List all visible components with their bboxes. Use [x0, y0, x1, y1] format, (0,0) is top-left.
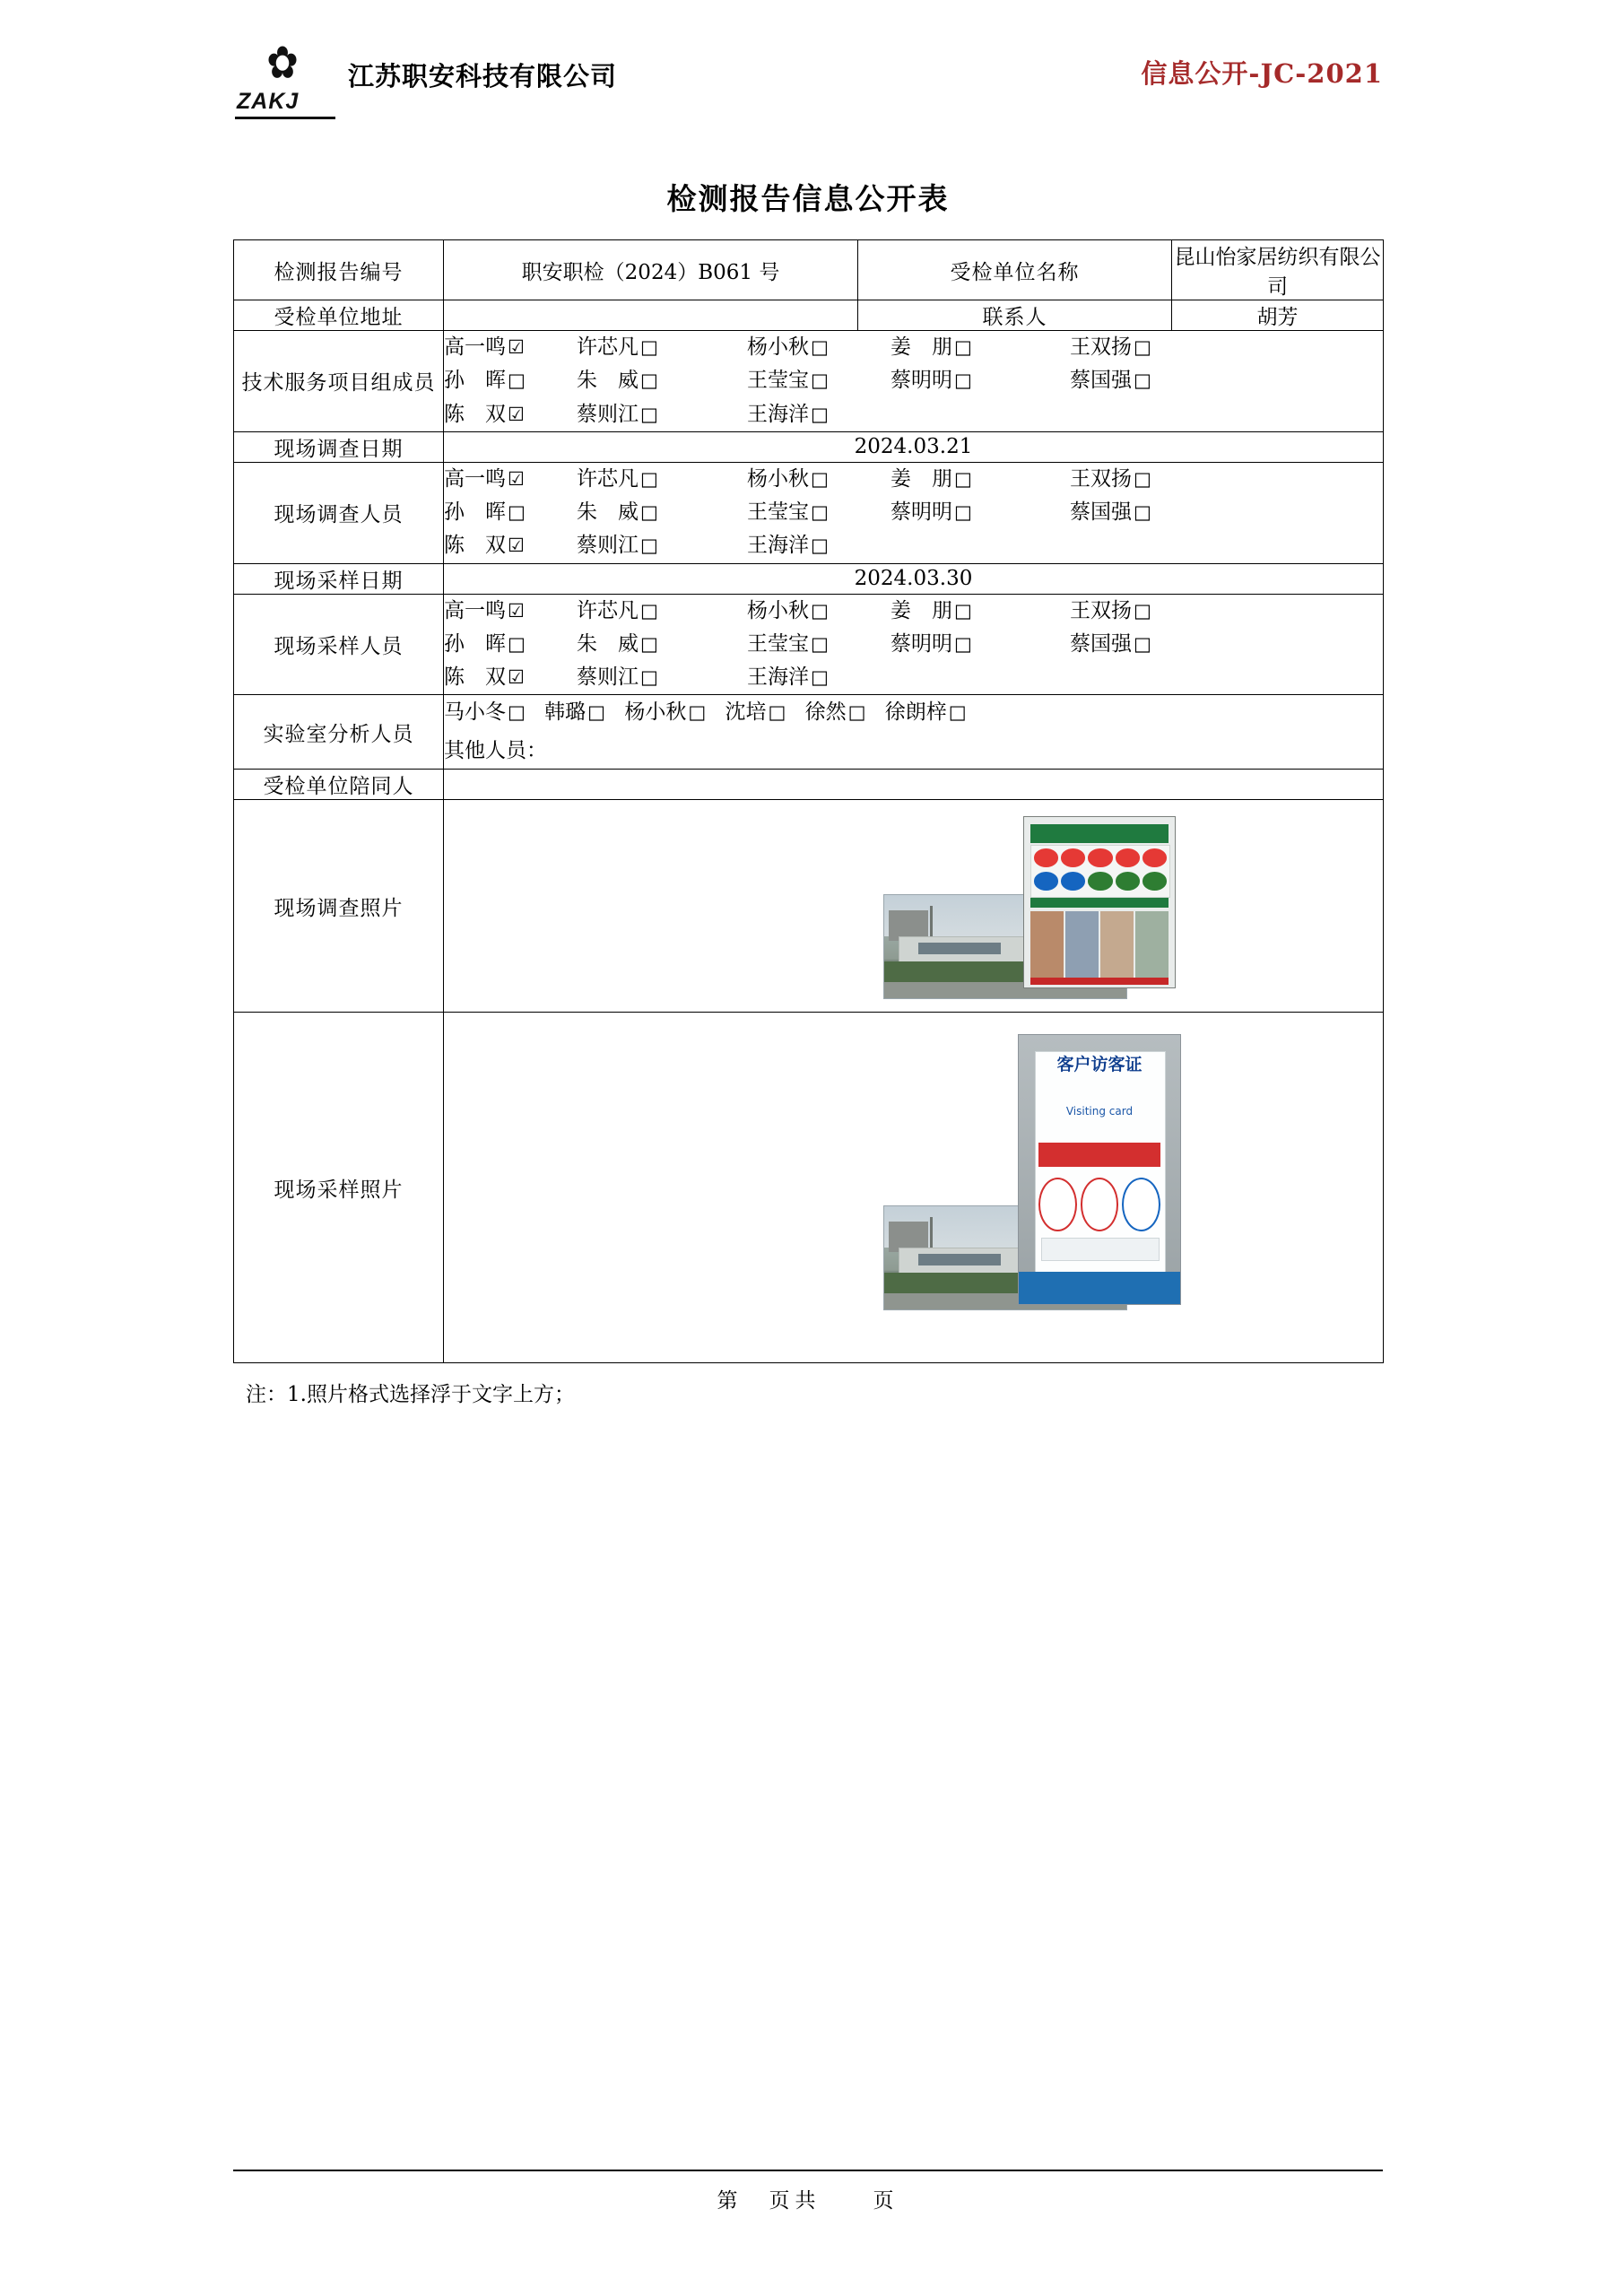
staff-item[interactable]: 蔡明明□ [891, 369, 972, 393]
checkbox-unchecked: □ [1134, 632, 1151, 655]
staff-item[interactable]: 沈培□ [725, 700, 786, 725]
checkbox-unchecked: □ [640, 501, 658, 523]
checkbox-unchecked: □ [811, 535, 829, 557]
staff-item[interactable]: 姜 朋□ [891, 598, 972, 622]
table-row [234, 563, 1384, 594]
lab-staff-row [444, 695, 1383, 730]
checkbox-unchecked: □ [688, 701, 707, 724]
staff-row [444, 463, 1383, 496]
staff-item[interactable]: 王海洋□ [747, 402, 829, 426]
tech-team-label: 技术服务项目组成员 [234, 331, 444, 432]
survey-staff-label: 现场调查人员 [234, 462, 444, 563]
company-logo [233, 39, 339, 117]
staff-row [444, 364, 1383, 397]
staff-item[interactable]: 陈 双☑ [444, 402, 525, 426]
table-note: 注：1.照片格式选择浮于文字上方； [246, 1383, 575, 1407]
staff-item[interactable]: 孙 晖□ [444, 500, 526, 524]
staff-row [444, 496, 1383, 529]
checkbox-unchecked: □ [811, 403, 829, 425]
staff-item[interactable]: 蔡则江□ [577, 402, 658, 426]
tech-team-members [444, 331, 1384, 432]
table-row [234, 462, 1384, 563]
table-row [234, 300, 1384, 331]
staff-item[interactable]: 孙 晖□ [444, 631, 526, 656]
table-row [234, 1013, 1384, 1363]
page-header [233, 0, 1383, 145]
contact-label: 联系人 [858, 300, 1172, 331]
table-row [234, 770, 1384, 800]
site-sampling-photo [444, 1013, 1383, 1362]
checkbox-checked: ☑ [508, 535, 525, 557]
staff-row [444, 529, 1383, 562]
staff-item[interactable]: 孙 晖□ [444, 369, 526, 393]
staff-item[interactable]: 王双扬□ [1070, 335, 1151, 359]
staff-item[interactable]: 高一鸣☑ [444, 335, 525, 359]
table-row [234, 695, 1384, 770]
staff-item[interactable]: 许芯凡□ [577, 598, 658, 622]
staff-item[interactable]: 王海洋□ [747, 665, 829, 689]
checkbox-unchecked: □ [1134, 599, 1151, 622]
checkbox-unchecked: □ [811, 632, 829, 655]
checkbox-unchecked: □ [640, 632, 658, 655]
report-no-label: 检测报告编号 [234, 240, 444, 300]
checkbox-unchecked: □ [768, 701, 786, 724]
staff-item[interactable]: 杨小秋□ [747, 598, 829, 622]
staff-item[interactable]: 蔡则江□ [577, 665, 658, 689]
checkbox-unchecked: □ [508, 370, 526, 392]
page-number: 第 页共 页 [717, 2189, 899, 2213]
visitor-card-image [1018, 1034, 1181, 1305]
staff-item[interactable]: 杨小秋□ [747, 466, 829, 491]
site-survey-photo [444, 800, 1383, 1012]
sampling-date-label: 现场采样日期 [234, 563, 444, 594]
staff-item[interactable]: 徐朗梓□ [884, 700, 967, 725]
staff-item[interactable]: 朱 威□ [577, 500, 658, 524]
staff-item[interactable]: 王双扬□ [1070, 466, 1151, 491]
staff-item[interactable]: 杨小秋□ [624, 700, 707, 725]
checkbox-unchecked: □ [811, 501, 829, 523]
checkbox-unchecked: □ [954, 632, 972, 655]
checkbox-unchecked: □ [954, 501, 972, 523]
staff-item[interactable]: 姜 朋□ [891, 466, 972, 491]
report-no-value: 职安职检（2024）B061 号 [444, 240, 858, 300]
staff-item[interactable]: 陈 双☑ [444, 534, 525, 558]
checkbox-unchecked: □ [1134, 467, 1151, 490]
checkbox-unchecked: □ [948, 701, 967, 724]
checkbox-checked: ☑ [508, 467, 525, 490]
table-row [234, 594, 1384, 695]
client-label: 受检单位名称 [858, 240, 1172, 300]
lab-staff-label: 实验室分析人员 [234, 695, 444, 770]
staff-item[interactable]: 姜 朋□ [891, 335, 972, 359]
staff-item[interactable]: 蔡国强□ [1070, 500, 1151, 524]
survey-photo-label: 现场调查照片 [234, 800, 444, 1013]
page-footer [233, 2170, 1383, 2213]
contact-value: 胡芳 [1172, 300, 1384, 331]
logo-text: ZAKJ [237, 89, 300, 114]
staff-row [444, 331, 1383, 364]
other-staff-label: 其他人员： [444, 739, 547, 763]
checkbox-unchecked: □ [954, 599, 972, 622]
staff-row [444, 398, 1383, 431]
survey-date-value: 2024.03.21 [444, 431, 1384, 462]
staff-item[interactable]: 蔡国强□ [1070, 631, 1151, 656]
checkbox-checked: ☑ [508, 599, 525, 622]
visitor-card-title: 客户访客证 [1056, 1055, 1142, 1075]
checkbox-unchecked: □ [640, 370, 658, 392]
staff-item[interactable]: 蔡则江□ [577, 534, 658, 558]
checkbox-unchecked: □ [954, 467, 972, 490]
checkbox-unchecked: □ [811, 599, 829, 622]
checkbox-unchecked: □ [640, 403, 658, 425]
escort-value [444, 770, 1384, 800]
address-label: 受检单位地址 [234, 300, 444, 331]
survey-date-label: 现场调查日期 [234, 431, 444, 462]
staff-item[interactable]: 王莹宝□ [747, 369, 829, 393]
lab-staff-members [444, 695, 1384, 770]
table-row [234, 240, 1384, 300]
sampling-staff-label: 现场采样人员 [234, 594, 444, 695]
logo-underline [235, 117, 335, 119]
staff-item[interactable]: 王莹宝□ [747, 631, 829, 656]
checkbox-unchecked: □ [847, 701, 866, 724]
staff-item[interactable]: 蔡明明□ [891, 500, 972, 524]
staff-item[interactable]: 王双扬□ [1070, 598, 1151, 622]
staff-item[interactable]: 许芯凡□ [577, 335, 658, 359]
checkbox-unchecked: □ [587, 701, 605, 724]
survey-staff-members [444, 462, 1384, 563]
sampling-staff-members [444, 594, 1384, 695]
staff-item[interactable]: 朱 威□ [577, 369, 658, 393]
checkbox-unchecked: □ [1134, 501, 1151, 523]
checkbox-unchecked: □ [640, 599, 658, 622]
checkbox-unchecked: □ [811, 666, 829, 688]
visitor-card-subtitle: Visiting card [1065, 1105, 1134, 1118]
sampling-date-value: 2024.03.30 [444, 563, 1384, 594]
staff-item[interactable]: 马小冬□ [444, 700, 526, 725]
staff-item[interactable]: 杨小秋□ [747, 335, 829, 359]
staff-item[interactable]: 朱 威□ [577, 631, 658, 656]
staff-item[interactable]: 高一鸣☑ [444, 466, 525, 491]
staff-item[interactable]: 徐然□ [804, 700, 866, 725]
checkbox-unchecked: □ [1134, 336, 1151, 358]
checkbox-unchecked: □ [954, 336, 972, 358]
survey-photo-cell [444, 800, 1384, 1013]
checkbox-unchecked: □ [640, 535, 658, 557]
staff-item[interactable]: 王莹宝□ [747, 500, 829, 524]
table-row [234, 331, 1384, 432]
photo-stage [444, 800, 1383, 1012]
checkbox-checked: ☑ [508, 666, 525, 688]
staff-item[interactable]: 许芯凡□ [577, 466, 658, 491]
report-info-table [233, 239, 1384, 1363]
page-title: 检测报告信息公开表 [666, 181, 950, 216]
address-value [444, 300, 858, 331]
checkbox-unchecked: □ [811, 336, 829, 358]
sampling-photo-label: 现场采样照片 [234, 1013, 444, 1363]
checkbox-checked: ☑ [508, 336, 525, 358]
checkbox-unchecked: □ [508, 632, 526, 655]
checkbox-unchecked: □ [640, 336, 658, 358]
safety-notice-board-image [1023, 816, 1176, 988]
staff-row [444, 595, 1383, 628]
document-code: 信息公开-JC-2021 [1141, 58, 1383, 89]
client-value: 昆山怡家居纺织有限公司 [1172, 240, 1384, 300]
checkbox-unchecked: □ [1134, 370, 1151, 392]
staff-item[interactable]: 蔡明明□ [891, 631, 972, 656]
photo-stage [444, 1013, 1383, 1362]
staff-item[interactable]: 王海洋□ [747, 534, 829, 558]
checkbox-unchecked: □ [508, 701, 526, 724]
checkbox-unchecked: □ [508, 501, 526, 523]
staff-item[interactable]: 韩璐□ [544, 700, 605, 725]
checkbox-unchecked: □ [954, 370, 972, 392]
staff-item[interactable]: 陈 双☑ [444, 665, 525, 689]
leaf-swoosh-icon: ✿ [266, 37, 299, 89]
checkbox-unchecked: □ [640, 666, 658, 688]
checkbox-checked: ☑ [508, 403, 525, 425]
escort-label: 受检单位陪同人 [234, 770, 444, 800]
sampling-photo-cell [444, 1013, 1384, 1363]
checkbox-unchecked: □ [811, 467, 829, 490]
table-row [234, 800, 1384, 1013]
staff-item[interactable]: 蔡国强□ [1070, 369, 1151, 393]
staff-row [444, 628, 1383, 661]
checkbox-unchecked: □ [640, 467, 658, 490]
table-row [234, 431, 1384, 462]
company-name: 江苏职安科技有限公司 [348, 61, 618, 91]
checkbox-unchecked: □ [811, 370, 829, 392]
staff-item[interactable]: 高一鸣☑ [444, 598, 525, 622]
staff-row [444, 661, 1383, 694]
